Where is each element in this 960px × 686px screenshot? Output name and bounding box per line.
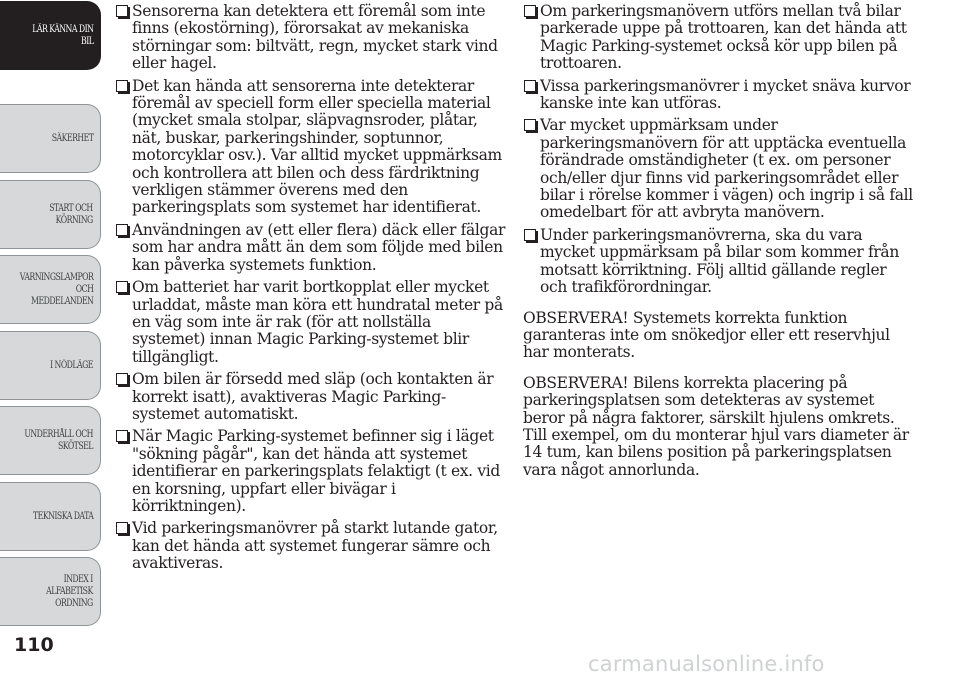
left-column bbox=[115, 3, 507, 578]
list-item bbox=[115, 371, 507, 423]
tab-label: UNDERHÅLL OCH SKÖTSEL bbox=[24, 428, 93, 452]
list-item bbox=[115, 78, 507, 217]
tab-underhall-och-skotsel[interactable] bbox=[0, 406, 101, 475]
list-item bbox=[523, 117, 915, 221]
chapter-sidebar bbox=[0, 0, 103, 640]
tab-index[interactable] bbox=[0, 557, 101, 626]
checkbox-bullet-icon bbox=[524, 80, 536, 92]
checkbox-bullet-icon bbox=[116, 80, 128, 92]
checkbox-bullet-icon bbox=[116, 373, 128, 385]
checkbox-bullet-icon bbox=[116, 522, 128, 534]
tab-label: START OCH KÖRNING bbox=[49, 202, 93, 226]
tab-label: INDEX I ALFABETISK ORDNING bbox=[46, 573, 93, 609]
tab-label: LÄR KÄNNA DIN BIL bbox=[31, 23, 93, 47]
note-systemets-funktion: OBSERVERA! Systemets korrekta funktion garanteras inte om snökedjor eller ett reservhjul har monterats. bbox=[523, 308, 890, 362]
list-item-text: Om batteriet har varit bortkopplat eller mycket urladdat, måste man köra ett hundratal meter på en väg som inte är rak (för att nollställa systemet) innan Magic Parking-systemet blir tillgängligt. bbox=[132, 278, 503, 366]
list-item-text: Användningen av (ett eller flera) däck eller fälgar som har andra mått än dem som följde med bilen kan påverka systemets funktion. bbox=[132, 220, 506, 274]
list-item-text: Vissa parkeringsmanövrer i mycket snäva kurvor kanske inte kan utföras. bbox=[540, 76, 911, 113]
checkbox-bullet-icon bbox=[524, 229, 536, 241]
list-item-text: När Magic Parking-systemet befinner sig i läget "sökning pågår", kan det hända att systemet identifierar en parkeringsplats felaktigt (t ex. vid en korsning, uppfart eller bivägar i körriktningen). bbox=[132, 427, 500, 515]
checkbox-bullet-icon bbox=[116, 281, 128, 293]
tab-label: I NÖDLÄGE bbox=[50, 359, 93, 371]
list-item-text: Under parkeringsmanövrerna, ska du vara mycket uppmärksam på bilar som kommer från motsatt körriktning. Följ alltid gällande regler och trafikförordningar. bbox=[540, 225, 899, 297]
tab-label: TEKNISKA DATA bbox=[32, 510, 93, 522]
list-item bbox=[115, 428, 507, 515]
list-item bbox=[115, 222, 507, 274]
list-item-text: Sensorerna kan detektera ett föremål som inte finns (ekostörning), förorsakat av mekaniska störningar som: biltvätt, regn, mycket stark vind eller hagel. bbox=[132, 2, 498, 73]
checkbox-bullet-icon bbox=[524, 5, 536, 17]
list-item bbox=[115, 279, 507, 366]
list-item-text: Var mycket uppmärksam under parkeringsmanövern för att upptäcka eventuella förändrade omständigheter (t ex. om personer och/eller djur finns vid parkeringsområdet eller bilar i rörelse kommer i vägen) och ingrip i så fall omedelbart för att avbryta manövern. bbox=[540, 116, 913, 222]
list-item bbox=[523, 3, 915, 73]
tab-label: VARNINGSLAMPOR OCH MEDDELANDEN bbox=[19, 271, 93, 307]
right-column bbox=[523, 3, 915, 479]
tab-tekniska-data[interactable] bbox=[0, 482, 101, 551]
note-bilens-placering: OBSERVERA! Bilens korrekta placering på parkeringsplatsen som detekteras av systemet beror på några faktorer, särskilt hjulens omkrets. Till exempel, om du monterar hjul vars diameter är 14 tum, kan bilens position på parkeringsplatsen vara något annorlunda. bbox=[523, 373, 909, 479]
list-item bbox=[523, 78, 915, 113]
tab-lar-kanna-din-bil[interactable] bbox=[0, 1, 101, 70]
list-item bbox=[115, 520, 507, 572]
checkbox-bullet-icon bbox=[116, 224, 128, 236]
page-number: 110 bbox=[14, 634, 54, 656]
list-item-text: Vid parkeringsmanövrer på starkt lutande gator, kan det hända att systemet fungerar sämre och avaktiveras. bbox=[132, 519, 498, 573]
list-item bbox=[115, 3, 507, 73]
tab-label: SÄKERHET bbox=[51, 132, 93, 144]
checkbox-bullet-icon bbox=[524, 119, 536, 131]
tab-varningslampor[interactable] bbox=[0, 255, 101, 324]
tab-sakerhet[interactable] bbox=[0, 104, 101, 173]
watermark: carmanualsonline.info bbox=[588, 652, 825, 676]
tab-i-nodlage[interactable] bbox=[0, 331, 101, 400]
list-item-text: Om bilen är försedd med släp (och kontakten är korrekt isatt), avaktiveras Magic Parking-systemet automatiskt. bbox=[132, 370, 494, 423]
list-item-text: Det kan hända att sensorerna inte detekterar föremål av speciell form eller speciella material (mycket smala stolpar, släpvagnsroder, plåtar, nät, buskar, parkeringshinder, soptunnor, motorcyklar osv.). Var alltid mycket uppmärksam och kontrollera att bilen och dess färdriktning verkligen stämmer överens med den parkeringsplats som systemet har identifierat. bbox=[132, 76, 502, 217]
checkbox-bullet-icon bbox=[116, 430, 128, 442]
checkbox-bullet-icon bbox=[116, 5, 128, 17]
list-item bbox=[523, 227, 915, 297]
list-item-text: Om parkeringsmanövern utförs mellan två bilar parkerade uppe på trottoaren, kan det hända att Magic Parking-systemet också kör upp bilen på trottoaren. bbox=[540, 2, 907, 73]
tab-start-och-korning[interactable] bbox=[0, 180, 101, 249]
